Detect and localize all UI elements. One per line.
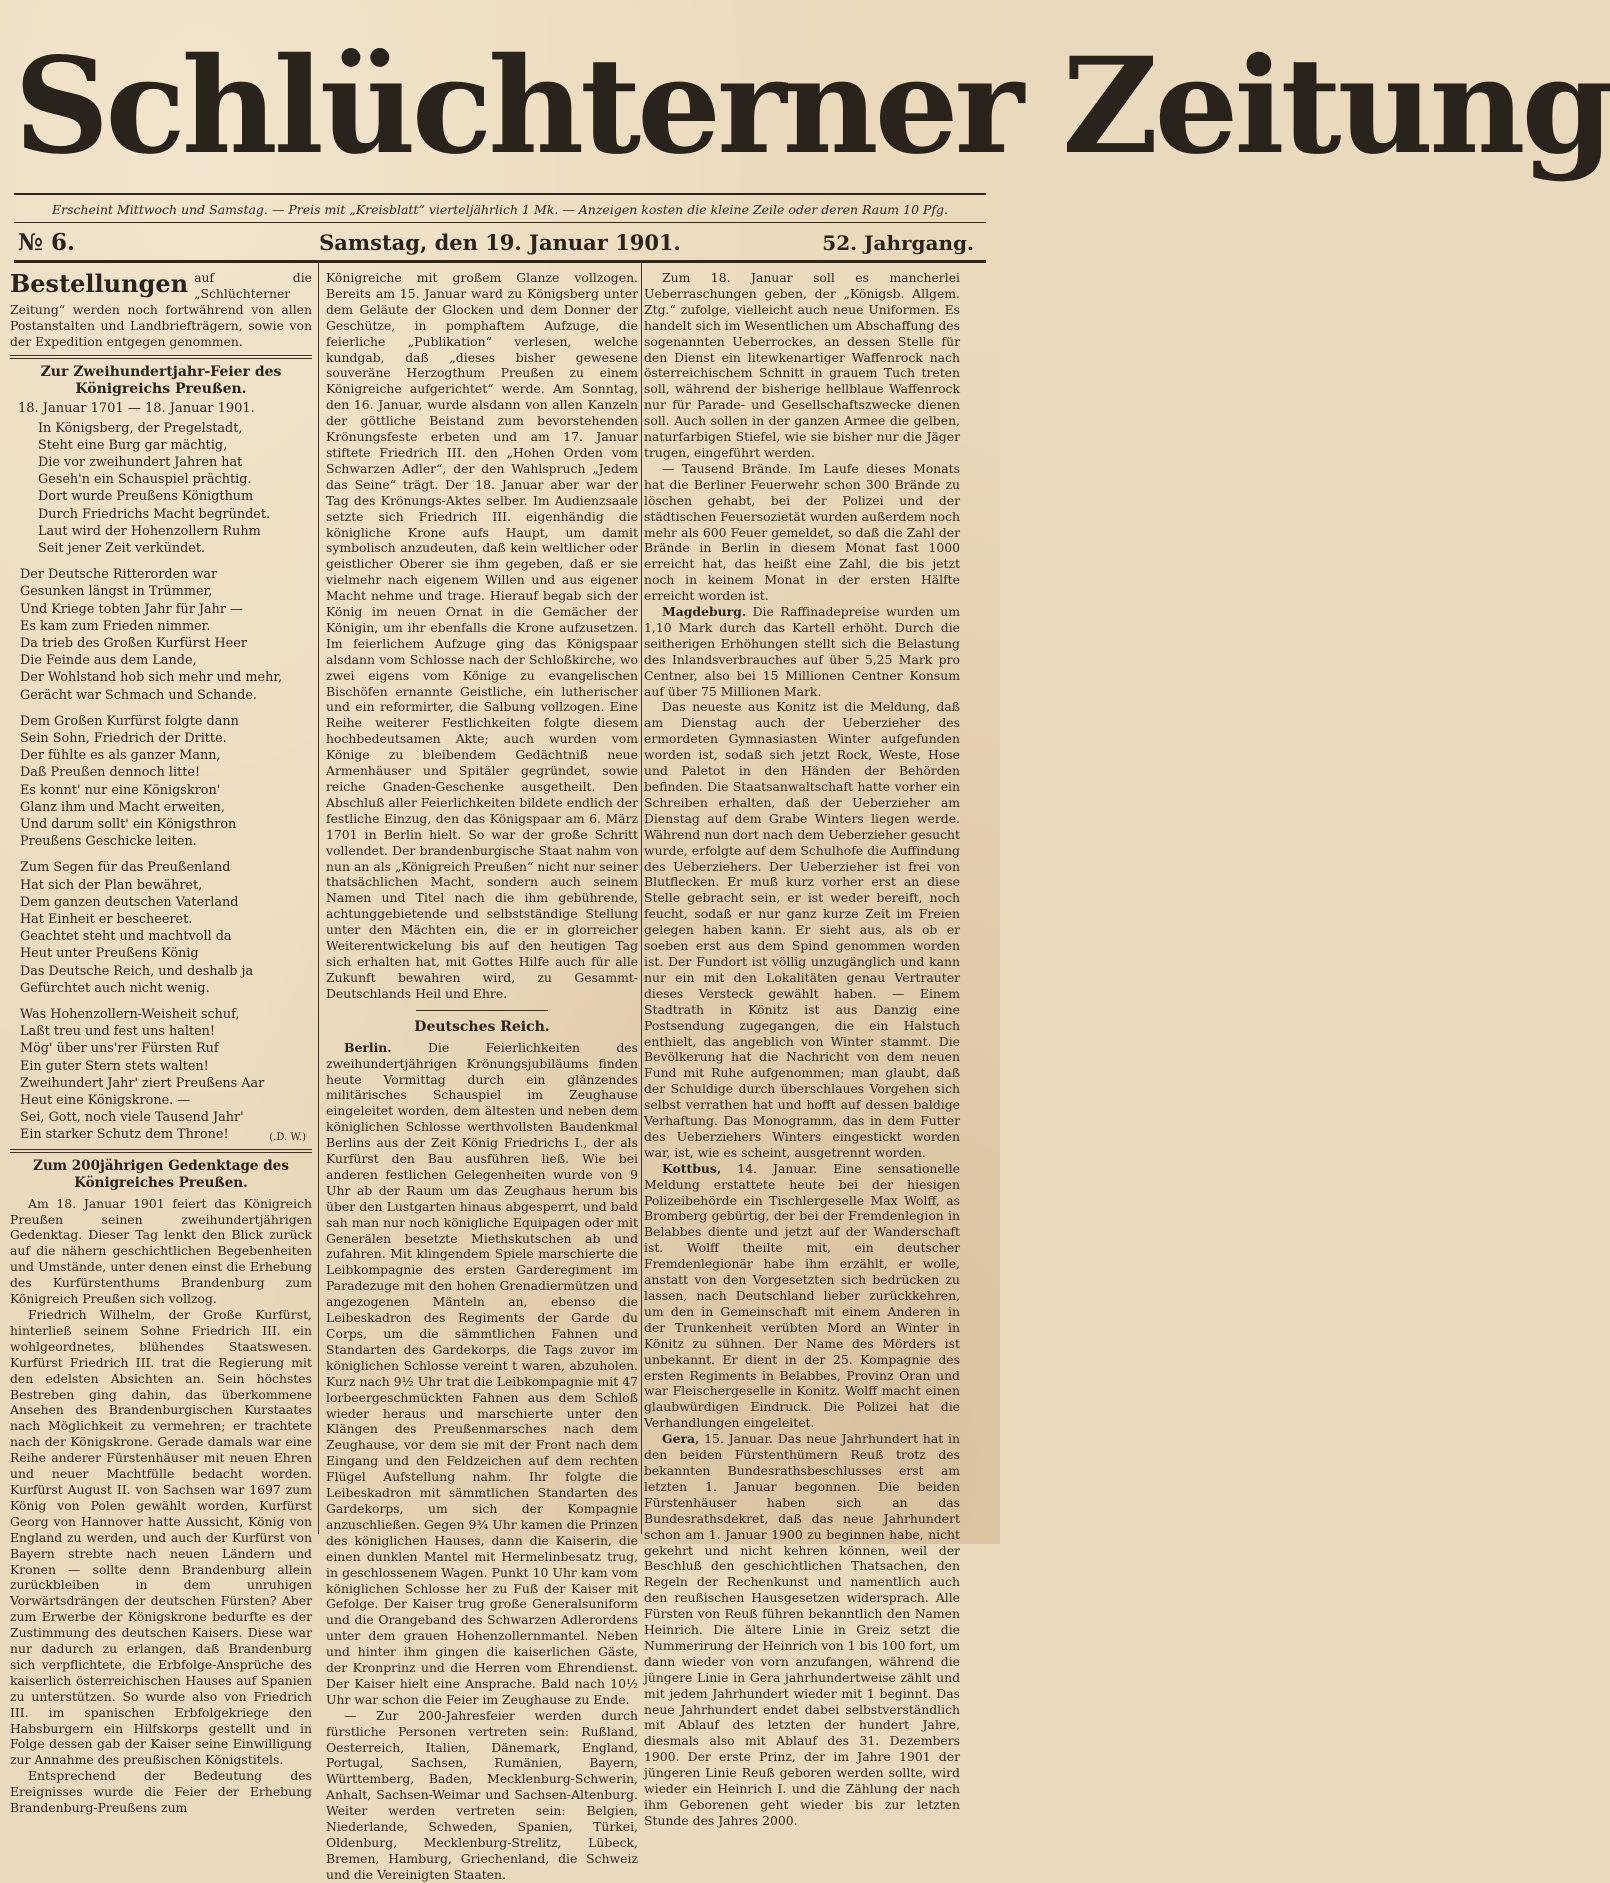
magdeburg-place: Magdeburg. [662,604,747,620]
poem-stanza: Was Hohenzollern-Weisheit schuf, Laßt treu und fest uns halten! Mög' über uns'rer Fürsten Ruf Ein guter Stern stets walten! Zweihundert Jahr' ziert Preußens Aar Heut eine Königskrone. — Sei, Gott, noch viele Tausend Jahr' Ein starker Schutz dem Throne! [20,1007,265,1143]
subline-rule [14,222,986,223]
subscription-line: Erscheint Mittwoch und Samstag. — Preis mit „Kreisblatt“ vierteljährlich 1 Mk. — Anzeigen kosten die kleine Zeile oder deren Raum 10 Pfg. [51,202,949,217]
konitz-report: Das neueste aus Konitz ist die Meldung, daß am Dienstag auch der Ueberzieher des ermordeten Gymnasiasten Winter aufgefunden worden ist, sodaß sich jetzt Rock, Weste, Hose und Paletot in den Händen der Behörden befinden. Die Staatsanwaltschaft hatte vorher ein Schreiben erhalten, daß der Ueberzieher am Dienstag auf dem Grabe Winters liegen werde. Während nun dort nach dem Ueberzieher gesucht wurde, erfolgte auf dem Schulhofe die Auffindung des Ueberziehers. Der Ueberzieher ist frei von Blutflecken. Er muß kurz vorher erst an diese Stelle gebracht sein, er ist weder bereift, noch feucht, sodaß er nur ganz kurze Zeit im Freien gelegen haben kann. Er sieht aus, als ob er soeben erst aus dem Spind genommen worden ist. Der Fundort ist völlig unzugänglich und kann nur ein mit den Lokalitäten genau Vertrauter dieses Versteck gewählt haben. — Einem Stadtrath in Könitz ist aus Danzig eine Postsendung zugegangen, die ein Halstuch enthielt, das angeblich von Winter stammt. Die Bevölkerung hat die Nachricht von dem neuen Fund mit Ruhe aufgenommen; man glaubt, daß der Schuldige durch überschlaues Vorgehen sich selbst verrathen hat und hofft auf dessen baldige Verhaftung. Das Monogramm, das in dem Futter des Ueberziehers Winters eingestickt worden war, ist, wie es scheint, ausgetrennt worden. [644,699,960,1160]
magdeburg-report [644,604,960,699]
column-right [644,270,960,1828]
notice-rule [10,355,312,359]
issue-date: Samstag, den 19. Januar 1901. [319,230,681,255]
poem-rule [10,1149,312,1153]
issue-number: № 6. [18,229,76,256]
kottbus-report [644,1161,960,1431]
gera-place: Gera, [662,1431,700,1447]
fires-paragraph: — Tausend Brände. Im Laufe dieses Monats hat die Berliner Feuerwehr schon 300 Brände zu löschen gehabt, bei der Polizei und der städtischen Feuersozietät wurden außerdem noch mehr als 600 Feuer gemeldet, so daß die Zahl der Brände in Berlin in diesem Monat fast 1000 erreicht hat, das heißt eine Zahl, die bis jetzt noch in keinem Monat in der ersten Hälfte erreicht worden ist. [644,460,960,604]
magdeburg-text: Die Raffinadepreise wurden um 1,10 Mark durch das Kartell erhöht. Durch die seitherigen Erhöhungen stellt sich die Belastung des Inlandsverbrauches auf über 5,25 Mark pro Centner, also bei 15 Millionen Centner Konsum auf über 75 Millionen Mark. [644,604,960,699]
kottbus-place: Kottbus, [662,1160,722,1176]
poem-stanza: Zum Segen für das Preußenland Hat sich der Plan bewähret, Dem ganzen deutschen Vaterland Hat Einheit er bescheeret. Geachtet steht und machtvoll da Heut unter Preußens König Das Deutsche Reich, und deshalb ja Gefürchtet auch nicht wenig. [20,860,254,996]
bestellungen-word: Bestellungen [10,269,189,298]
poem-title: Zur Zweihundertjahr-Feier des Königreichs Preußen. [40,363,282,397]
column-divider-2 [641,262,642,1534]
column-left [10,269,312,1816]
issue-year: 52. Jahrgang. [822,231,974,255]
uniforms-paragraph: Zum 18. Januar soll es mancherlei Ueberraschungen geben, der „Königsb. Allgem. Ztg.“ zufolge, vielleicht auch neue Uniformen. Es handelt sich im Wesentlichen um Abschaffung des sogenannten Ueberrockes, an dessen Stelle für den Dienst ein litewkenartiger Waffenrock nach österreichischem Schnitt in grauem Tuch treten soll, während der bisherige hellblaue Waffenrock nur für Parade- und Gesellschaftszwecke dienen soll. Auch sollen in der ganzen Armee die gelben, naturfarbigen Stiefel, wie sie bisher nur die Jäger trugen, eingeführt werden. [644,270,960,460]
poem-stanza: Der Deutsche Ritterorden war Gesunken längst in Trümmer, Und Kriege tobten Jahr für Jahr — Es kam zum Frieden nimmer. Da trieb des Großen Kurfürst Heer Die Feinde aus dem Lande, Der Wohlstand hob sich mehr und mehr, Gerächt war Schmach und Schande. [20,567,283,703]
coronation-paragraph: Königreiche mit großem Glanze vollzogen. Bereits am 15. Januar ward zu Königsberg unter dem Geläute der Glocken und dem Donner der Geschütze, in pomphaftem Aufzuge, die feierliche „Publikation“ verlesen, welche kundgab, daß „dieses bisher gewesene souveräne Herzogthum Preußen zu einem Königreiche aufgerichtet“ werde. Am Sonntag, den 16. Januar, wurde alsdann von allen Kanzeln der göttliche Beistand zum bevorstehenden Krönungsfeste erbeten und am 17. Januar stiftete Friedrich III. den „Hohen Orden vom Schwarzen Adler“, der den Wahlspruch „Jedem das Seine“ trägt. Der 18. Januar aber war der Tag des Krönungs-Aktes selber. Im Audienzsaale setzte sich Friedrich III. eigenhändig die königliche Krone aufs Haupt, um damit symbolisch anzudeuten, daß kein weltlicher oder geistlicher Oberer sie ihm gegeben, daß er sie vielmehr nach eigenem Willen und aus eigener Macht nehme und trage. Hierauf begab sich der König im neuen Ornat in die Gemächer der Königin, um ihr ebenfalls die Krone aufzusetzen. Im feierlichem Aufzuge ging das Königspaar alsdann vom Schlosse nach der Schloßkirche, wo zwei eigens vom Könige zu evangelischen Bischöfen ernannte Geistliche, ein lutherischer und ein reformirter, die Salbung vollzogen. Eine Reihe weiterer Festlichkeiten folgte diesem hochbedeutsamen Akte; auch wurden vom Könige zu bleibendem Gedächtniß neue Armenhäuser und Spitäler gegründet, sowie reiche Gnaden-Geschenke ausgetheilt. Den Abschluß aller Feierlichkeiten bildete endlich der festliche Einzug, den das Königspaar am 6. März 1701 in Berlin hielt. So war der große Schritt vollendet. Der brandenburgische Staat nahm von nun an als „Königreich Preußen“ nicht nur seiner thatsächlichen Macht, sondern auch seinem Namen und Titel nach die ihm gebührende, achtunggebietende und selbstständige Stellung unter den Mächten ein, die er in glorreicher Weiterentwickelung bis auf den heutigen Tag sich erhalten hat, mit Gottes Hilfe auch für alle Zukunft bewahren wird, zu Gesammt-Deutschlands Heil und Ehre. [326,270,638,1001]
section-rule [416,1010,548,1011]
poem-stanza: In Königsberg, der Pregelstadt, Steht eine Burg gar mächtig, Die vor zweihundert Jahren hat Geseh'n ein Schauspiel prächtig. Dort wurde Preußens Königthum Durch Friedrichs Macht begründet. Laut wird der Hohenzollern Ruhm Seit jener Zeit verkündet. [38,420,271,556]
gera-text: 15. Januar. Das neue Jahrhundert hat in den beiden Fürstenthümern Reuß trotz des bekannten Bundesrathsbeschlusses erst am letzten 1. Januar begonnen. Die beiden Fürstenhäuser haben sich an das Bundesrathsdekret, daß das neue Jahrhundert schon am 1. Januar 1900 zu beginnen habe, nicht gekehrt und nicht kehren können, weil der Beschluß den geschichtlichen Thatsachen, den Regeln der Rechenkunst und namentlich auch den reußischen Hausgesetzen widersprach. Alle Fürsten von Reuß führen bekanntlich den Namen Heinrich. Die ältere Linie in Greiz setzt die Nummerirung der Heinrich von 1 bis 100 fort, um dann wieder von vorn anzufangen, während die jüngere Linie in Gera jahrhundertweise zählt und mit jedem Jahrhundert wieder mit 1 beginnt. Das neue Jahrhundert endet dabei selbstverständlich mit Ablauf des letzten der hundert Jahre, diesmals also mit Ablauf des 31. Dezembers 1900. Der erste Prinz, der im Jahre 1901 der jüngeren Linie Reuß geboren werden sollte, wird wieder ein Heinrich I. und die Zählung der nach ihm Geborenen geht wieder bis zur letzten Stunde des Jahres 2000. [644,1431,960,1828]
gera-report [644,1431,960,1829]
masthead-rule-top [14,193,986,195]
poem-stanza: Dem Großen Kurfürst folgte dann Sein Sohn, Friedrich der Dritte. Der fühlte es als ganzer Mann, Daß Preußen dennoch litte! Es konnt' nur eine Königskron' Glanz ihm und Macht erweiten, Und darum sollt' ein Königsthron Preußens Geschicke leiten. [20,713,239,850]
article-title: Zum 200jährigen Gedenktage des Königreiches Preußen. [33,1157,289,1191]
column-divider-1 [318,262,319,1534]
article-paragraph: Friedrich Wilhelm, der Große Kurfürst, hinterließ seinem Sohne Friedrich III. ein wohlgeordnetes, blühendes Staatswesen. Kurfürst Friedrich III. trat die Regierung mit den edelsten Absichten an. Sein höchstes Bestreben ging dahin, das überkommene Ansehen des Brandenburgischen Kurstaates nach Möglichkeit zu vermehren; er trachtete nach der Königskrone. Gerade damals war eine Reihe anderer Fürstenhäuser mit neuen Ehren und neuer Machtfülle bedacht worden. Kurfürst August II. von Sachsen war 1697 zum König von Polen gewählt worden, Kurfürst Georg von Hannover hatte Aussicht, König von England zu werden, und auch der Kurfürst von Bayern strebte nach neuen Ländern und Kronen — sollte denn Brandenburg allein zurückbleiben in dem unruhigen Vorwärtsdrängen der deutschen Fürsten? Aber zum Erwerbe der Königskrone bedurfte es der Zustimmung des deutschen Kaisers. Diese war nur dadurch zu erlangen, daß Brandenburg sich verpflichtete, die Erbfolge-Ansprüche des kaiserlich österreichischen Hauses auf Spanien zu unterstützen. So wurde also von Friedrich III. im spanischen Erbfolgekriege den Habsburgern ein Hilfskorps gestellt und in Folge dessen gab der Kaiser seine Einwilligung zur Annahme des preußischen Königstitels. [10,1307,312,1768]
article-paragraph: Entsprechend der Bedeutung des Ereignisses wurde die Feier der Erhebung Brandenburg-Preußens zum [10,1768,312,1816]
bestellungen-text: auf die „Schlüchterner Zeitung“ werden noch fortwährend von allen Postanstalten und Landbriefträgern, sowie von der Expedition entgegen genommen. [10,270,312,349]
poem-dates: 18. Januar 1701 — 18. Januar 1901. [18,400,255,416]
bestellungen-notice [10,270,312,350]
header-rule-bottom [14,260,986,263]
jubilee-guests: — Zur 200-Jahresfeier werden durch fürstliche Personen vertreten sein: Rußland, Oesterreich, Italien, Dänemark, England, Portugal, Sachsen, Rumänien, Bayern, Württemberg, Baden, Mecklenburg-Schwerin, Anhalt, Sachsen-Weimar und Sachsen-Altenburg. Weiter werden vertreten sein: Belgien, Niederlande, Schweden, Spanien, Türkei, Oldenburg, Mecklenburg-Strelitz, Lübeck, Bremen, Hamburg, Griechenland, die Schweiz und die Vereinigten Staaten. [326,1707,638,1882]
column-middle [326,270,638,1882]
article-paragraph: Am 18. Januar 1901 feiert das Königreich Preußen seinen zweihundertjährigen Gedenktag. Dieser Tag lenkt den Blick zurück auf die nähern geschichtlichen Begebenheiten und Umstände, unter denen einst die Erhebung des Kurfürstenthums Brandenburg zum Königreich Preußen sich vollzog. [10,1195,312,1307]
kottbus-text: 14. Januar. Eine sensationelle Meldung erstattete heute bei der hiesigen Polizeibehörde ein Tischlergeselle Max Wolff, as Bromberg gebürtig, der bei der Fremdenlegion in Belabbes diente und jetzt auf der Wanderschaft ist. Wolff theilte mit, ein deutscher Fremdenlegionär habe ihm erzählt, er wolle, anstatt von den Vorgesetzten sich bedrücken zu lassen, nach Deutschland lieber zurückkehren, um den in Gemeinschaft mit einem Anderen in der Trunkenheit verübten Mord an Winter in Könitz zu sühnen. Der Name des Mörders ist unbekannt. Er dient in der 25. Kompagnie des ersten Regiments in Belabbes, Provinz Oran und war Fleischergeselle in Konitz. Wolff macht einen glaubwürdigen Eindruck. Die Polizei hat die Verhandlungen eingeleitet. [644,1160,960,1431]
masthead-title: Schlüchterner Zeitung [14,29,1610,184]
berlin-report [326,1040,638,1708]
berlin-place: Berlin. [344,1039,392,1055]
poem-credit: (.D. W.) [269,1131,306,1143]
section-title: Deutsches Reich. [414,1018,550,1035]
berlin-text: Die Feierlichkeiten des zweihundertjährigen Krönungsjubiläums finden heute Vormittag durch ein glänzendes militärisches Schauspiel im Zeughause eingeleitet worden, dem ältesten und neben dem königlichen Schlosse werthvollsten Baudenkmal Berlins aus der Zeit König Friedrichs I., der als Kurfürst den Bau ausführen ließ. Wie bei anderen festlichen Gelegenheiten wurde von 9 Uhr ab der Raum um das Zeughaus herum bis über den Lustgarten hinaus abgesperrt, und bald sah man nur noch königliche Equipagen oder mit Generälen besetzte Miethskutschen ab und zufahren. Mit klingendem Spiele marschierte die Leibkompagnie des ersten Garderegiment im Paradezuge mit den hohen Grenadiermützen und angezogenen Mänteln an, ebenso die Leibeskadron des Regiments der Garde du Corps, um die sämmtlichen Fahnen und Standarten des Gardekorps, die Tags zuvor im königlichen Schlosse vereint t waren, abzuholen. Kurz nach 9½ Uhr trat die Leibkompagnie mit 47 lorbeergeschmückten Fahnen aus dem Schloß wieder heraus und marschierte unter den Klängen des Preußenmarsches nach dem Zeughause, vor dem sie mit der Front nach dem Eingang und den Feldzeichen auf dem rechten Flügel Aufstellung nahm. Ihr folgte die Leibeskadron mit sämmtlichen Standarten des Gardekorps, um sich der Kompagnie anzuschließen. Gegen 9¾ Uhr kamen die Prinzen des königlichen Hauses, dann die Kaiserin, die einen dunklen Mantel mit Hermelinbesatz trug, in geschlossenem Wagen. Punkt 10 Uhr kam vom königlichen Schlosse her zu Fuß der Kaiser mit Gefolge. Der Kaiser trug große Generalsuniform und die Orangeband des Schwarzen Adlerordens unter dem grauen Hohenzollernmantel. Neben und hinter ihm gingen die kaiserlichen Gäste, der Kronprinz und die Herren vom Ehrendienst. Der Kaiser hielt eine Ansprache. Bald nach 10½ Uhr war schon die Feier im Zeughause zu Ende. [326,1039,638,1707]
